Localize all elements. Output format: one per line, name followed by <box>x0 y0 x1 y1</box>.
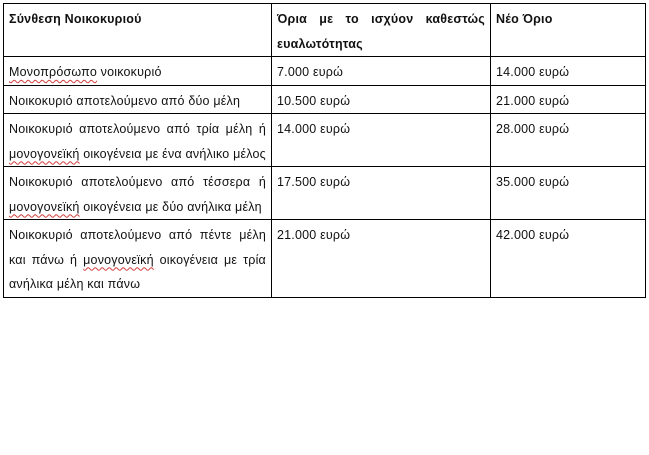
table-row <box>4 114 646 167</box>
table-row <box>4 167 646 220</box>
header-household-composition: Σύνθεση Νοικοκυριού <box>4 4 272 57</box>
new-limit-cell: 42.000 ευρώ <box>491 220 646 298</box>
new-limit-cell: 35.000 ευρώ <box>491 167 646 220</box>
household-composition-cell: Μονοπρόσωπο νοικοκυριό <box>4 57 272 86</box>
spellcheck-marked-word[interactable]: μονογονεϊκή <box>83 252 154 267</box>
header-current-limit: Όρια με το ισχύον καθεστώς ευαλωτότητας <box>272 4 491 57</box>
household-composition-cell: Νοικοκυριό αποτελούμενο από πέντε μέλη και πάνω ή μονογονεϊκή οικογένεια με τρία ανήλικα μέλη και πάνω <box>4 220 272 298</box>
household-composition-cell: Νοικοκυριό αποτελούμενο από τρία μέλη ή μονογονεϊκή οικογένεια με ένα ανήλικο μέλος <box>4 114 272 167</box>
new-limit-cell: 21.000 ευρώ <box>491 85 646 114</box>
table-header-row <box>4 4 646 57</box>
table-row <box>4 57 646 86</box>
current-limit-cell: 21.000 ευρώ <box>272 220 491 298</box>
current-limit-cell: 14.000 ευρώ <box>272 114 491 167</box>
table-row <box>4 85 646 114</box>
household-income-limits-table <box>3 3 646 298</box>
current-limit-cell: 7.000 ευρώ <box>272 57 491 86</box>
spellcheck-marked-word[interactable]: Μονοπρόσωπο <box>9 65 97 79</box>
current-limit-cell: 17.500 ευρώ <box>272 167 491 220</box>
spellcheck-marked-word[interactable]: μονογονεϊκή <box>9 146 80 161</box>
new-limit-cell: 14.000 ευρώ <box>491 57 646 86</box>
table-row <box>4 220 646 298</box>
header-new-limit: Νέο Όριο <box>491 4 646 57</box>
spellcheck-marked-word[interactable]: μονογονεϊκή <box>9 199 80 214</box>
new-limit-cell: 28.000 ευρώ <box>491 114 646 167</box>
current-limit-cell: 10.500 ευρώ <box>272 85 491 114</box>
household-composition-cell: Νοικοκυριό αποτελούμενο από δύο μέλη <box>4 85 272 114</box>
household-composition-cell: Νοικοκυριό αποτελούμενο από τέσσερα ή μονογονεϊκή οικογένεια με δύο ανήλικα μέλη <box>4 167 272 220</box>
